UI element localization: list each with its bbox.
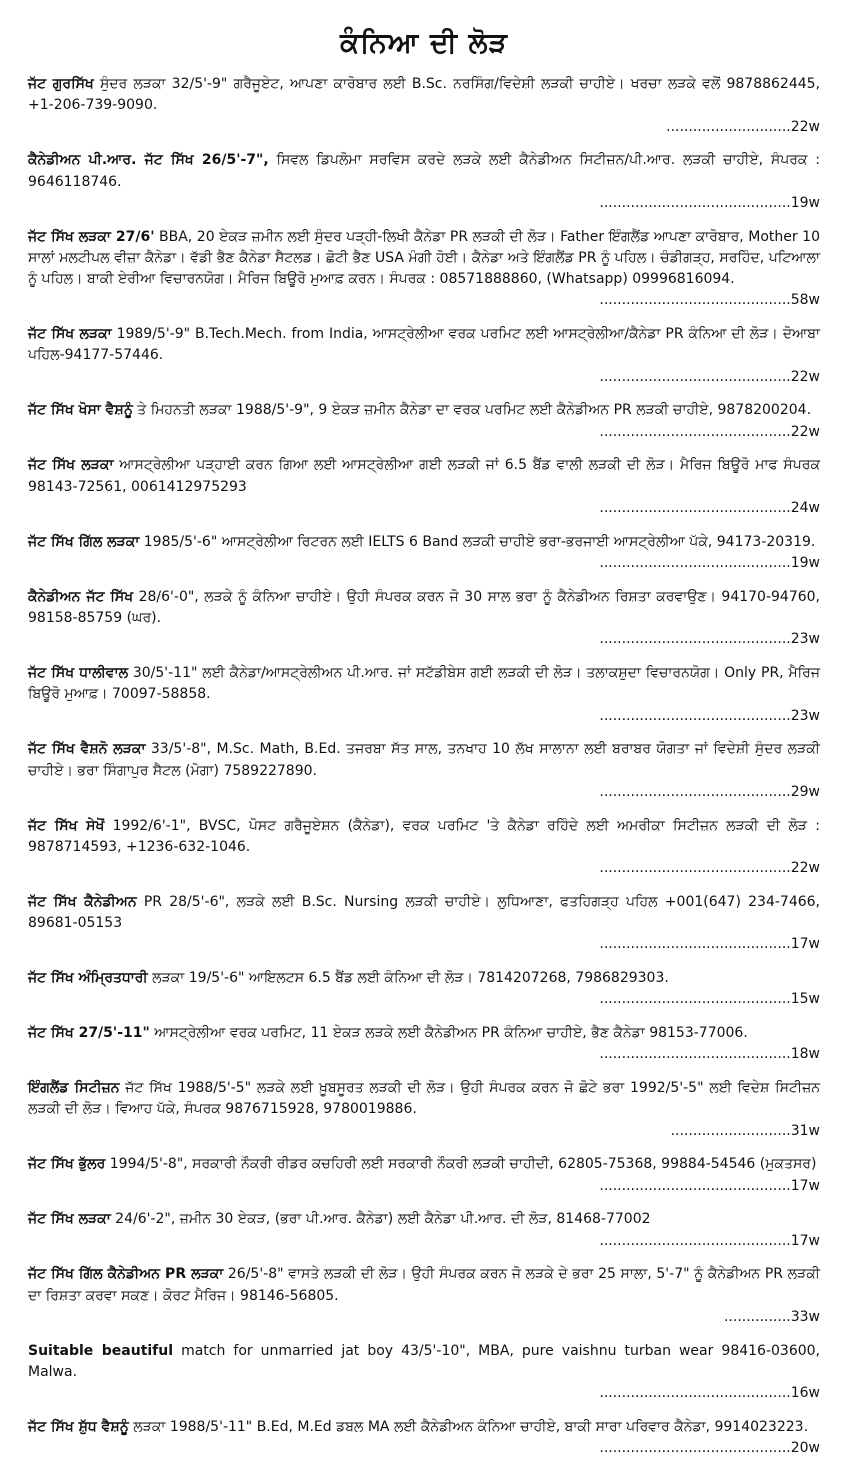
- page-title: ਕੰਨਿਆ ਦੀ ਲੋੜ: [340, 26, 508, 59]
- ad-body: 26/5'-8" ਵਾਸਤੇ ਲੜਕੀ ਦੀ ਲੋੜ। ਉਹੀ ਸੰਪਰਕ ਕਰਨ ਜੋ ਲੜਕੇ ਦੇ ਭਰਾ 25 ਸਾਲਾ, 5'-7" ਨੂੰ ਕੈਨੇਡੀਅਨ PR ਲੜਕੀ ਦਾ ਰਿਸ਼ਤਾ ਕਰਵਾ ਸਕਣ। ਕੋਰਟ ਮੈਰਿਜ। 98146-56805.: [28, 1266, 820, 1304]
- ad-code-line: [28, 706, 820, 727]
- ad-code-line: [28, 1438, 820, 1459]
- matrimonial-ad: [28, 532, 820, 575]
- ad-text: [28, 227, 820, 291]
- matrimonial-ad: [28, 150, 820, 214]
- ad-separator: [28, 1197, 820, 1209]
- ad-body: ਸੁੰਦਰ ਲੜਕਾ 32/5'-9" ਗਰੈਜੂਏਟ, ਆਪਣਾ ਕਾਰੋਬਾਰ ਲਈ B.Sc. ਨਰਸਿੰਗ/ਵਿਦੇਸ਼ੀ ਲੜਕੀ ਚਾਹੀਏ। ਖਰਚਾ ਲੜਕੇ ਵਲੋਂ 9878862445, +1-206-739-9090.: [28, 76, 821, 114]
- ad-body: ਜੱਟ ਸਿੱਖ 1988/5'-5" ਲੜਕੇ ਲਈ ਖ਼ੂਬਸੂਰਤ ਲੜਕੀ ਦੀ ਲੋੜ। ਉਹੀ ਸੰਪਰਕ ਕਰਨ ਜੋ ਛੋਟੇ ਭਰਾ 1992/5'-5" ਲਈ ਵਿਦੇਸ਼ ਸਿਟੀਜ਼ਨ ਲੜਕੀ ਦੀ ਲੋੜ। ਵਿਆਹ ਪੱਕੇ, ਸੰਪਰਕ 9876715928, 9780019886.: [28, 1080, 820, 1118]
- ad-text: [28, 400, 820, 421]
- ad-body: 1989/5'-9" B.Tech.Mech. from India, ਆਸਟ੍ਰੇਲੀਆ ਵਰਕ ਪਰਮਿਟ ਲਈ ਆਸਟ੍ਰੇਲੀਆ/ਕੈਨੇਡਾ PR ਕੰਨਿਆ ਦੀ ਲੋੜ। ਦੋਆਬਾ ਪਹਿਲ-94177-57446.: [28, 326, 821, 364]
- ad-text: [28, 324, 820, 367]
- ad-heading: ਜੱਟ ਸਿੱਖ ਗਿੱਲ ਕੈਨੇਡੀਅਨ PR ਲੜਕਾ: [28, 1266, 224, 1283]
- ad-text: [28, 968, 820, 989]
- matrimonial-ad: [28, 400, 820, 443]
- ad-code-line: [28, 934, 820, 955]
- ad-text: [28, 816, 820, 859]
- ad-text: [28, 587, 820, 630]
- matrimonial-ad: [28, 1209, 820, 1252]
- matrimonial-ad: [28, 1264, 820, 1328]
- matrimonial-ad: [28, 1078, 820, 1142]
- ad-text: [28, 1078, 820, 1121]
- ad-text: [28, 739, 820, 782]
- ad-code: ...........................................17w: [599, 1177, 820, 1194]
- matrimonial-ad: [28, 1341, 820, 1405]
- ad-body: ਲੜਕਾ 19/5'-6" ਆਇਲਟਸ 6.5 ਬੈਂਡ ਲਈ ਕੰਨਿਆ ਦੀ ਲੋੜ। 7814207268, 7986829303.: [147, 970, 669, 987]
- ad-code-line: [28, 553, 820, 574]
- ad-text: [28, 1209, 820, 1230]
- ad-separator: [28, 956, 820, 968]
- ad-heading: ਕੈਨੇਡੀਅਨ ਪੀ.ਆਰ. ਜੱਟ ਸਿੱਖ 26/5'-7",: [28, 152, 269, 169]
- ad-separator: [28, 879, 820, 891]
- ad-code-line: [28, 629, 820, 650]
- ad-body: 28/6'-0", ਲੜਕੇ ਨੂੰ ਕੰਨਿਆ ਚਾਹੀਏ। ਉਹੀ ਸੰਪਰਕ ਕਰਨ ਜੋ 30 ਸਾਲ ਭਰਾ ਨੂੰ ਕੈਨੇਡੀਅਨ ਰਿਸ਼ਤਾ ਕਰਵਾਉਣ। 94170-94760, 98158-85759 (ਘਰ).: [28, 588, 820, 626]
- ad-code: ...........................................23w: [599, 631, 820, 648]
- ad-code: ...........................................22w: [599, 860, 820, 877]
- ad-heading: ਇੰਗਲੈਂਡ ਸਿਟੀਜ਼ਨ: [28, 1080, 120, 1097]
- ad-heading: ਜੱਟ ਸਿੱਖ ਧਾਲੀਵਾਲ: [28, 664, 129, 681]
- ad-separator: [28, 1404, 820, 1416]
- ad-text: [28, 1023, 820, 1044]
- ad-code: ...........................................22w: [599, 368, 820, 385]
- ad-code: ...........................................19w: [599, 194, 820, 211]
- ad-text: [28, 455, 820, 498]
- matrimonial-ad: [28, 587, 820, 651]
- ad-code-line: [28, 989, 820, 1010]
- ad-code-line: [28, 498, 820, 519]
- ad-text: [28, 74, 820, 117]
- ad-text: [28, 892, 820, 935]
- ad-separator: [28, 1328, 820, 1340]
- ad-heading: ਜੱਟ ਸਿੱਖ ਖੋਸਾ ਵੈਸ਼ਨੂੰ: [28, 402, 133, 419]
- ad-separator: [28, 388, 820, 400]
- ad-heading: ਜੱਟ ਸਿੱਖ ਲੜਕਾ: [28, 1211, 111, 1228]
- ad-body: ਸਿਵਲ ਡਿਪਲੋਮਾ ਸਰਵਿਸ ਕਰਦੇ ਲੜਕੇ ਲਈ ਕੈਨੇਡੀਅਨ ਸਿਟੀਜ਼ਨ/ਪੀ.ਆਰ. ਲੜਕੀ ਚਾਹੀਏ, ਸੰਪਰਕ : 9646118746.: [28, 152, 820, 190]
- ad-code-line: [28, 367, 820, 388]
- ad-code: ...........................................16w: [599, 1385, 820, 1402]
- ad-text: [28, 1417, 820, 1438]
- ad-heading: Suitable beautiful: [28, 1342, 174, 1359]
- ad-code: ...........................................17w: [599, 936, 820, 953]
- ad-body: ਆਸਟ੍ਰੇਲੀਆ ਵਰਕ ਪਰਮਿਟ, 11 ਏਕੜ ਲੜਕੇ ਲਈ ਕੈਨੇਡੀਅਨ PR ਕੰਨਿਆ ਚਾਹੀਏ, ਭੈਣ ਕੈਨੇਡਾ 98153-77006.: [149, 1025, 748, 1042]
- ad-separator: [28, 574, 820, 586]
- ad-body: ਲੜਕਾ 1988/5'-11" B.Ed, M.Ed ਡਬਲ MA ਲਈ ਕੈਨੇਡੀਅਨ ਕੰਨਿਆ ਚਾਹੀਏ, ਬਾਕੀ ਸਾਰਾ ਪਰਿਵਾਰ ਕੈਨੇਡਾ, 9914023223.: [128, 1418, 809, 1435]
- ad-heading: ਕੈਨੇਡੀਅਨ ਜੱਟ ਸਿੱਖ: [28, 588, 134, 605]
- ad-code: ...........................................18w: [599, 1046, 820, 1063]
- matrimonial-ad: [28, 74, 820, 138]
- ad-body: 1985/5'-6" ਆਸਟ੍ਰੇਲੀਆ ਰਿਟਰਨ ਲਈ IELTS 6 Band ਲੜਕੀ ਚਾਹੀਏ ਭਰਾ-ਭਰਜਾਈ ਆਸਟ੍ਰੇਲੀਆ ਪੱਕੇ, 94173-20319.: [139, 533, 816, 550]
- ad-code: ...............33w: [723, 1308, 820, 1325]
- ad-separator: [28, 1011, 820, 1023]
- ad-code: ...........................................22w: [599, 423, 820, 440]
- matrimonial-ad: [28, 739, 820, 803]
- ad-text: [28, 1341, 820, 1384]
- ad-body: 1994/5'-8", ਸਰਕਾਰੀ ਨੌਕਰੀ ਰੀਡਰ ਕਚਹਿਰੀ ਲਈ ਸਰਕਾਰੀ ਨੌਕਰੀ ਲੜਕੀ ਚਾਹੀਦੀ, 62805-75368, 99884-54546 (ਮੁਕਤਸਰ): [105, 1156, 817, 1173]
- ad-code: ...........................................19w: [599, 554, 820, 571]
- ad-text: [28, 1154, 820, 1175]
- matrimonial-ad: [28, 892, 820, 956]
- matrimonial-ad: [28, 1417, 820, 1460]
- ad-separator: [28, 727, 820, 739]
- ad-code: ...........................................20w: [599, 1440, 820, 1457]
- matrimonial-ad: [28, 816, 820, 880]
- ad-code: ...........................................29w: [599, 783, 820, 800]
- ad-separator: [28, 214, 820, 226]
- ad-code-line: [28, 858, 820, 879]
- ad-separator: [28, 519, 820, 531]
- ad-heading: ਜੱਟ ਸਿੱਖ ਵੈਸ਼ਨੋ ਲੜਕਾ: [28, 741, 146, 758]
- ad-code: ...........................................15w: [599, 991, 820, 1008]
- ad-code-line: [28, 422, 820, 443]
- ad-code-line: [28, 1176, 820, 1197]
- ad-heading: ਜੱਟ ਸਿੱਖ ਸੇਖੋਂ: [28, 817, 105, 834]
- ad-code-line: [28, 193, 820, 214]
- ad-heading: ਜੱਟ ਸਿੱਖ ਗਿੱਲ ਲੜਕਾ: [28, 533, 140, 550]
- ad-code: ...........................31w: [670, 1122, 820, 1139]
- ad-heading: ਜੱਟ ਸਿੱਖ ਸ਼ੁੱਧ ਵੈਸ਼ਨੂੰ: [28, 1418, 129, 1435]
- ad-body: 30/5'-11" ਲਈ ਕੈਨੇਡਾ/ਆਸਟ੍ਰੇਲੀਅਨ ਪੀ.ਆਰ. ਜਾਂ ਸਟੱਡੀਬੇਸ ਗਈ ਲੜਕੀ ਦੀ ਲੋੜ। ਤਲਾਕਸ਼ੁਦਾ ਵਿਚਾਰਨਯੋਗ। Only PR, ਮੈਰਿਜ ਬਿਊਰੋ ਮੁਆਫ਼। 70097-58858.: [28, 664, 820, 703]
- ad-separator: [28, 443, 820, 455]
- matrimonial-ad: [28, 227, 820, 312]
- ad-code: ...........................................17w: [599, 1232, 820, 1249]
- matrimonial-ad: [28, 324, 820, 388]
- ad-code-line: [28, 1044, 820, 1065]
- ad-heading: ਜੱਟ ਸਿੱਖ ਅੰਮ੍ਰਿਤਧਾਰੀ: [28, 970, 148, 987]
- ad-heading: ਜੱਟ ਸਿੱਖ 27/5'-11": [28, 1025, 150, 1042]
- ad-body: BBA, 20 ਏਕੜ ਜ਼ਮੀਨ ਲਈ ਸੁੰਦਰ ਪੜ੍ਹੀ-ਲਿਖੀ ਕੈਨੇਡਾ PR ਲੜਕੀ ਦੀ ਲੋੜ। Father ਇੰਗਲੈਂਡ ਆਪਣਾ ਕਾਰੋਬਾਰ, Mother 10 ਸਾਲਾਂ ਮਲਟੀਪਲ ਵੀਜ਼ਾ ਕੈਨੇਡਾ। ਵੱਡੀ ਭੈਣ ਕੈਨੇਡਾ ਸੈਟਲਡ। ਛੋਟੀ ਭੈਣ USA ਮੰਗੀ ਹੋਈ। ਕੈਨੇਡਾ ਅਤੇ ਇੰਗਲੈਂਡ PR ਨੂੰ ਪਹਿਲ। ਚੰਡੀਗੜ੍ਹ, ਸਰਹਿੰਦ, ਪਟਿਆਲਾ ਨੂੰ ਪਹਿਲ। ਬਾਕੀ ਏਰੀਆ ਵਿਚਾਰਨਯੋਗ। ਮੈਰਿਜ ਬਿਊਰੋ ਮੁਆਫ਼ ਕਰਨ। ਸੰਪਰਕ : 08571888860, (Whatsapp) 09996816094.: [28, 228, 820, 288]
- ad-heading: ਜੱਟ ਸਿੱਖ ਕੈਨੇਡੀਅਨ: [28, 893, 137, 910]
- ad-heading: ਜੱਟ ਸਿੱਖ ਲੜਕਾ 27/6': [28, 228, 155, 245]
- ad-body: 33/5'-8", M.Sc. Math, B.Ed. ਤਜਰਬਾ ਸੱਤ ਸਾਲ, ਤਨਖਾਹ 10 ਲੱਖ ਸਾਲਾਨਾ ਲਈ ਬਰਾਬਰ ਯੋਗਤਾ ਜਾਂ ਵਿਦੇਸ਼ੀ ਸੁੰਦਰ ਲੜਕੀ ਚਾਹੀਏ। ਭਰਾ ਸਿੰਗਾਪੁਰ ਸੈਟਲ (ਮੋਗਾ) 7589227890.: [28, 741, 820, 779]
- ad-separator: [28, 1066, 820, 1078]
- ad-text: [28, 532, 820, 553]
- ad-heading: ਜੱਟ ਸਿੱਖ ਭੁੱਲਰ: [28, 1156, 106, 1173]
- ad-code-line: [28, 1383, 820, 1404]
- ad-separator: [28, 651, 820, 663]
- ad-body: 1992/6'-1", BVSC, ਪੋਸਟ ਗਰੈਜੂਏਸ਼ਨ (ਕੈਨੇਡਾ), ਵਰਕ ਪਰਮਿਟ 'ਤੇ ਕੈਨੇਡਾ ਰਹਿੰਦੇ ਲਈ ਅਮਰੀਕਾ ਸਿਟੀਜ਼ਨ ਲੜਕੀ ਦੀ ਲੋੜ : 9878714593, +1236-632-1046.: [28, 817, 820, 855]
- ad-heading: ਜੱਟ ਸਿੱਖ ਲੜਕਾ: [28, 457, 114, 474]
- matrimonial-ad: [28, 455, 820, 519]
- ad-code-line: [28, 1307, 820, 1328]
- matrimonial-ad: [28, 1154, 820, 1197]
- ad-text: [28, 663, 820, 706]
- ad-separator: [28, 1142, 820, 1154]
- ad-body: ਤੇ ਮਿਹਨਤੀ ਲੜਕਾ 1988/5'-9", 9 ਏਕੜ ਜ਼ਮੀਨ ਕੈਨੇਡਾ ਦਾ ਵਰਕ ਪਰਮਿਟ ਲਈ ਕੈਨੇਡੀਅਨ PR ਲੜਕੀ ਚਾਹੀਏ, 9878200204.: [132, 402, 812, 419]
- ad-code: ............................22w: [666, 118, 820, 135]
- ad-code: ...........................................23w: [599, 707, 820, 724]
- matrimonial-ad: [28, 968, 820, 1011]
- ad-code-line: [28, 1121, 820, 1142]
- ad-body: 24/6'-2", ਜ਼ਮੀਨ 30 ਏਕੜ, (ਭਰਾ ਪੀ.ਆਰ. ਕੈਨੇਡਾ) ਲਈ ਕੈਨੇਡਾ ਪੀ.ਆਰ. ਦੀ ਲੋੜ, 81468-77002: [110, 1211, 651, 1228]
- ad-separator: [28, 138, 820, 150]
- ads-list: [28, 74, 820, 1459]
- ad-separator: [28, 312, 820, 324]
- ad-text: [28, 150, 820, 193]
- ad-code: ...........................................58w: [599, 292, 820, 309]
- ad-body: ਆਸਟ੍ਰੇਲੀਆ ਪੜ੍ਹਾਈ ਕਰਨ ਗਿਆ ਲਈ ਆਸਟ੍ਰੇਲੀਆ ਗਈ ਲੜਕੀ ਜਾਂ 6.5 ਬੈਂਡ ਵਾਲੀ ਲੜਕੀ ਦੀ ਲੋੜ। ਮੈਰਿਜ ਬਿਊਰੋ ਮਾਫ ਸੰਪਰਕ 98143-72561, 0061412975293: [28, 457, 821, 495]
- ad-code-line: [28, 117, 820, 138]
- ad-heading: ਜੱਟ ਗੁਰਸਿੱਖ: [28, 76, 94, 92]
- matrimonial-ad: [28, 1023, 820, 1066]
- ad-separator: [28, 1252, 820, 1264]
- ad-code-line: [28, 782, 820, 803]
- ad-body: PR 28/5'-6", ਲੜਕੇ ਲਈ B.Sc. Nursing ਲੜਕੀ ਚਾਹੀਏ। ਲੁਧਿਆਣਾ, ਫਤਹਿਗੜ੍ਹ ਪਹਿਲ +001(647) 234-7466, 89681-05153: [28, 893, 821, 932]
- matrimonial-ad: [28, 663, 820, 727]
- ad-separator: [28, 803, 820, 815]
- ad-code-line: [28, 1231, 820, 1252]
- ad-body: match for unmarried jat boy 43/5'-10", MBA, pure vaishnu turban wear 98416-03600, Malwa.: [28, 1342, 820, 1380]
- ad-code-line: [28, 290, 820, 311]
- ad-heading: ਜੱਟ ਸਿੱਖ ਲੜਕਾ: [28, 326, 112, 343]
- ad-text: [28, 1264, 820, 1307]
- ad-code: ...........................................24w: [599, 500, 820, 516]
